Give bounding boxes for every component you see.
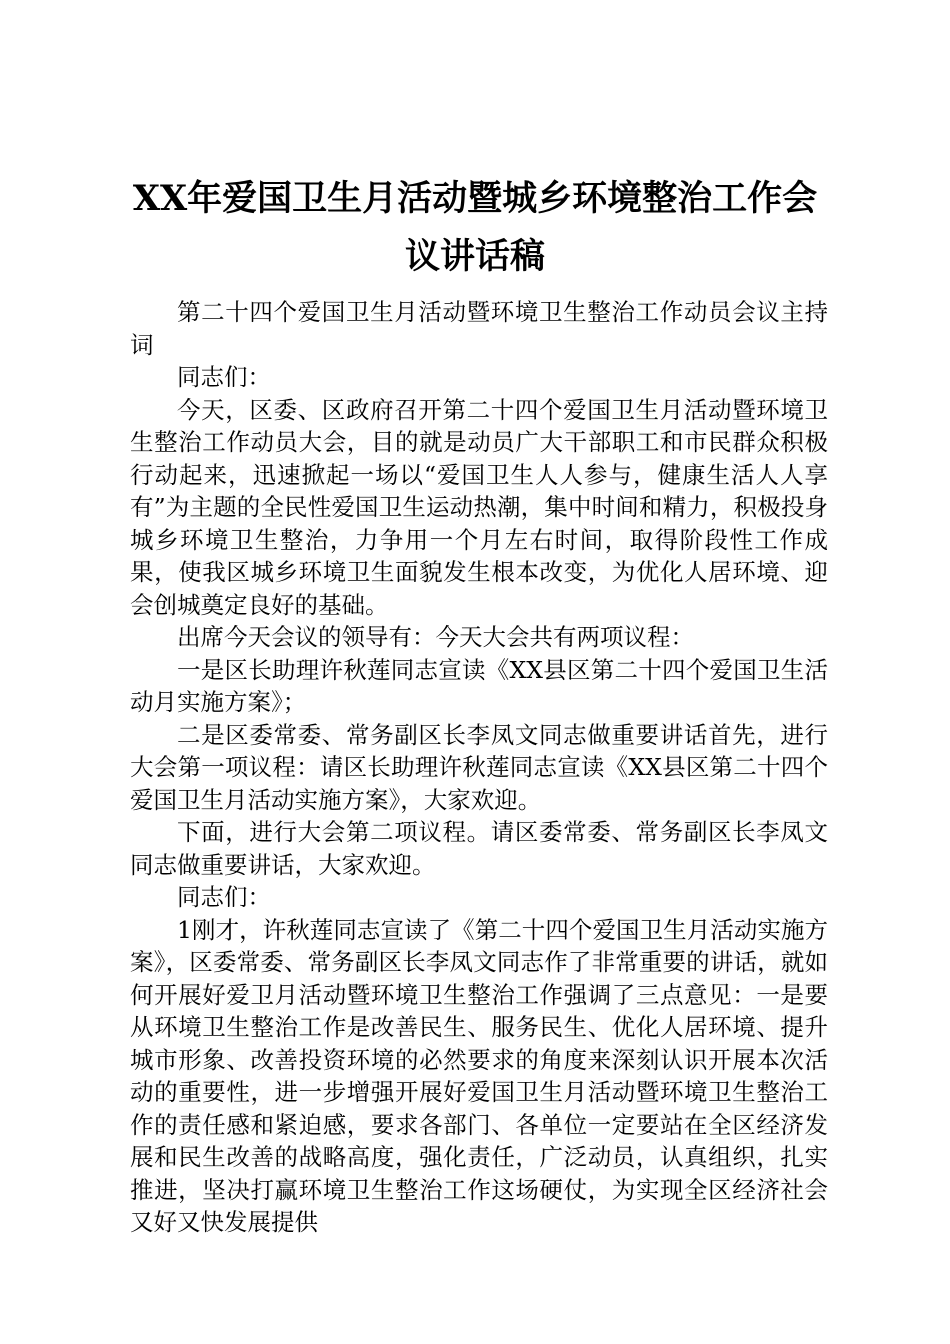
title-line-2: 议讲话稿 bbox=[404, 236, 545, 277]
paragraph-summary: 1刚才，许秋莲同志宣读了《第二十四个爱国卫生月活动实施方案》，区委常委、常务副区长李凤文同志作了非常重要的讲话，就如何开展好爱卫月活动暨环境卫生整治工作强调了三点意见：一是要从环境卫生整治工作是改善民生、服务民生、优化人居环境、提升城市形象、改善投资环境的必然要求的角度来深刻认识开展本次活动的重要性，进一步增强开展好爱国卫生月活动暨环境卫生整治工作的责任感和紧迫感，要求各部门、各单位一定要站在全区经济发展和民生改善的战略高度，强化责任，广泛动员，认真组织，扎实推进，坚决打赢环境卫生整治工作这场硬仗，为实现全区经济社会又好又快发展提供 bbox=[130, 915, 828, 1236]
paragraph-second-item: 下面，进行大会第二项议程。请区委常委、常务副区长李凤文同志做重要讲话，大家欢迎。 bbox=[130, 818, 828, 879]
paragraph-agenda-item-2: 二是区委常委、常务副区长李凤文同志做重要讲话首先，进行大会第一项议程：请区长助理许秋莲同志宣读《XX县区第二十四个爱国卫生月活动实施方案》，大家欢迎。 bbox=[130, 720, 828, 814]
paragraph-host-script-title: 第二十四个爱国卫生月活动暨环境卫生整治工作动员会议主持词 bbox=[130, 298, 828, 359]
document-title bbox=[120, 170, 830, 286]
paragraph-agenda-item-1: 一是区长助理许秋莲同志宣读《XX县区第二十四个爱国卫生活动月实施方案》； bbox=[130, 655, 828, 716]
paragraph-attendees-agenda: 出席今天会议的领导有：今天大会共有两项议程： bbox=[177, 623, 694, 651]
paragraph-greeting: 同志们： bbox=[177, 363, 271, 391]
paragraph-opening: 今天，区委、区政府召开第二十四个爱国卫生月活动暨环境卫生整治工作动员大会，目的就是动员广大干部职工和市民群众积极行动起来，迅速掀起一场以“爱国卫生人人参与，健康生活人人享有”为主题的全民性爱国卫生运动热潮，集中时间和精力，积极投身城乡环境卫生整治，力争用一个月左右时间，取得阶段性工作成果，使我区城乡环境卫生面貌发生根本改变，为优化人居环境、迎会创城奠定良好的基础。 bbox=[130, 395, 828, 619]
document-body bbox=[130, 296, 828, 1239]
paragraph-greeting-2: 同志们： bbox=[177, 883, 271, 911]
title-line-1: XX年爱国卫生月活动暨城乡环境整治工作会 bbox=[132, 178, 818, 219]
